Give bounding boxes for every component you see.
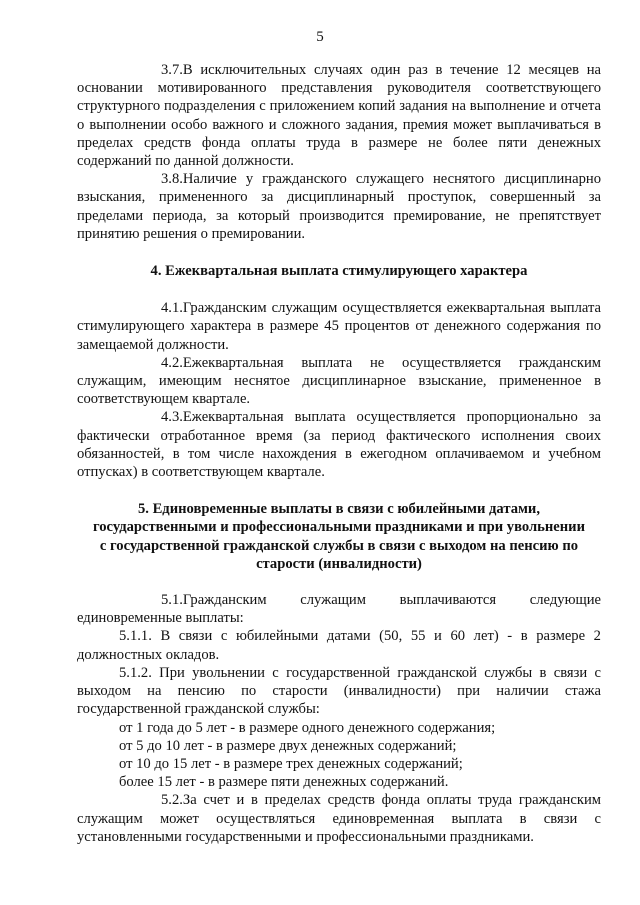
paragraph-4-3 — [77, 408, 601, 481]
paragraph-text: При увольнении с государственной гражданской службы в связи с выходом на пенсию по старости (инвалидности) при наличии стажа государственной гражданской службы: — [77, 664, 601, 718]
paragraph-4-2 — [77, 354, 601, 409]
heading-line: старости (инвалидности) — [256, 555, 422, 572]
paragraph-number: 5.2. — [161, 792, 183, 809]
paragraph-number: 5.1. — [161, 592, 183, 609]
page-number: 5 — [316, 29, 324, 45]
heading-line: 5. Единовременные выплаты в связи с юбилейными датами, — [137, 501, 540, 518]
paragraph-number: 4.1. — [161, 300, 183, 317]
paragraph-5-1-1 — [77, 627, 601, 663]
list-item: от 1 года до 5 лет - в размере одного денежного содержания; — [119, 719, 496, 736]
paragraph-number: 4.3. — [161, 409, 183, 426]
paragraph-3-7 — [77, 61, 601, 170]
paragraph-text: В связи с юбилейными датами (50, 55 и 60 лет) - в размере 2 должностных окладов. — [77, 628, 601, 663]
paragraph-5-1 — [77, 591, 601, 627]
paragraph-text: Гражданским служащим осуществляется ежеквартальная выплата стимулирующего характера в размере 45 процентов от денежного содержания по замещаемой должности. — [77, 300, 601, 353]
section-heading-5 — [77, 500, 601, 573]
paragraph-number: 4.2. — [161, 354, 183, 371]
paragraph-text: Наличие у гражданского служащего неснятого дисциплинарно взыскания, примененного за дисциплинарный проступок, совершенный за пределами периода, за который производится премирование, не препятствует принятию решения о премировании. — [77, 171, 601, 242]
list-item: от 10 до 15 лет - в размере трех денежных содержаний; — [119, 755, 463, 772]
document-body — [77, 61, 601, 846]
paragraph-text: Гражданским служащим выплачиваются следующие единовременные выплаты: — [77, 592, 601, 627]
paragraph-number: 5.1.2. — [119, 664, 152, 681]
heading-line: государственными и профессиональными праздниками и при увольнении — [92, 519, 585, 536]
heading-line: с государственной гражданской службы в связи с выходом на пенсию по — [99, 537, 579, 554]
list-item: от 5 до 10 лет - в размере двух денежных содержаний; — [119, 737, 457, 754]
paragraph-4-1 — [77, 299, 601, 354]
paragraph-5-1-2 — [77, 664, 601, 719]
section-heading-4: 4. Ежеквартальная выплата стимулирующего характера — [150, 263, 528, 280]
paragraph-number: 5.1.1. — [119, 628, 152, 645]
paragraph-text: Ежеквартальная выплата осуществляется пропорционально за фактически отработанное время (за период фактического исполнения своих обязанностей, в том числе нахождения в ежегодном оплачиваемом и учебном отпусках) в соответствующем квартале. — [77, 409, 601, 481]
paragraph-text: В исключительных случаях один раз в течение 12 месяцев на основании мотивированного представления руководителя соответствующего структурного подразделения с приложением копий задания на выполнение и отчета о выполнении особо важного и сложного задания, премия может выплачиваться в пределах средств фонда оплаты труда в размере не более пяти денежных содержаний по данной должности. — [77, 62, 601, 170]
paragraph-text: За счет и в пределах средств фонда оплаты труда гражданским служащим может осуществляться единовременная выплата в связи с установленными государственными и профессиональными праздниками. — [77, 792, 601, 845]
paragraph-number: 3.7. — [161, 62, 183, 78]
paragraph-text: Ежеквартальная выплата не осуществляется гражданским служащим, имеющим неснятое дисциплинарное взыскание, примененное в соответствующем квартале. — [77, 354, 601, 408]
paragraph-5-2 — [77, 791, 601, 846]
list-item: более 15 лет - в размере пяти денежных содержаний. — [119, 774, 449, 791]
paragraph-number: 3.8. — [161, 171, 183, 188]
paragraph-3-8 — [77, 170, 601, 243]
